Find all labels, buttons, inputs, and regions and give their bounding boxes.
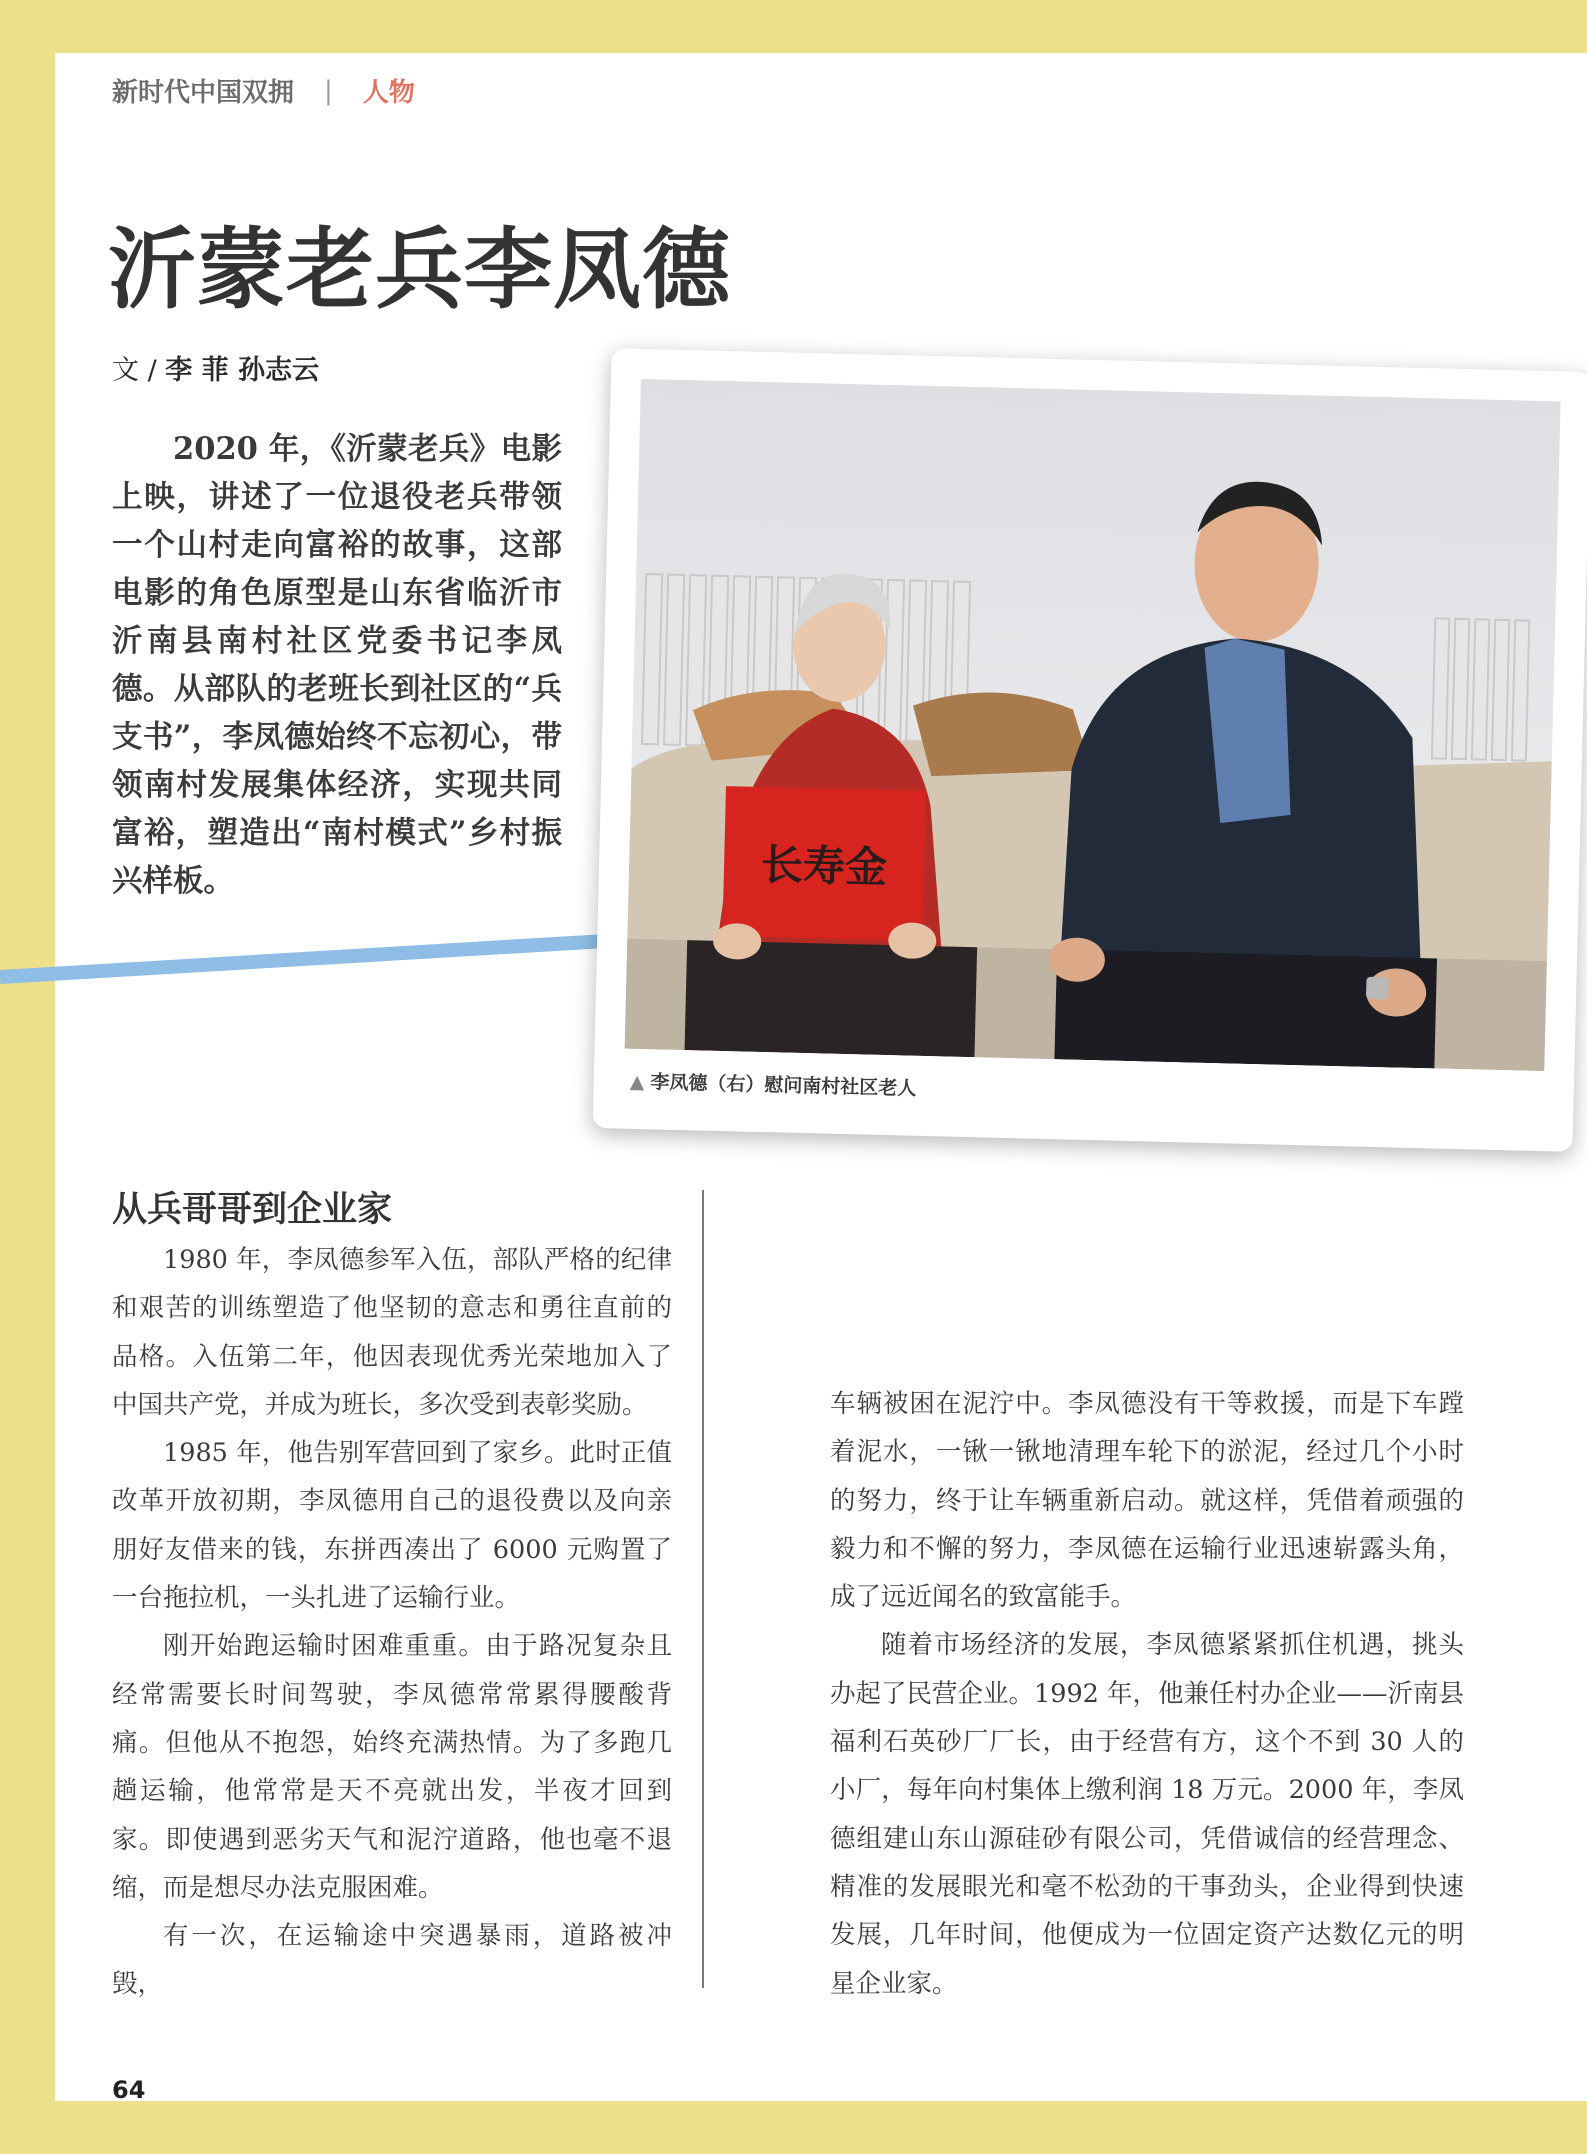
section-heading: 从兵哥哥到企业家: [112, 1190, 393, 1230]
photo-illustration: [625, 379, 1561, 1071]
byline: [112, 348, 319, 387]
byline-authors: 李 菲 孙志云: [165, 355, 320, 386]
column-divider: [702, 1190, 704, 1988]
body-column-left: [112, 1236, 672, 2009]
section-label: 人物: [362, 78, 415, 108]
running-header: [112, 72, 415, 109]
paragraph: 1985 年，他告别军营回到了家乡。此时正值改革开放初期，李凤德用自己的退役费以及向亲朋好友借来的钱，东拼西凑出了 6000 元购置了一台拖拉机，一头扎进了运输行业。: [112, 1438, 672, 1614]
caption-marker: ▲: [629, 1070, 645, 1094]
paragraph: 随着市场经济的发展，李凤德紧紧抓住机遇，挑头办起了民营企业。1992 年，他兼任村办企业——沂南县福利石英砂厂厂长，由于经营有方，这个不到 30 人的小厂，每年向村集体上缴利润 18 万元。2000 年，李凤德组建山东山源硅砂有限公司，凭借诚信的经营理念、精准的发展眼光和毫不松劲的干事劲头，企业得到快速发展，几年时间，他便成为一位固定资产达数亿元的明星企业家。: [830, 1630, 1465, 1999]
body-column-right: [830, 1380, 1464, 2008]
caption-text: 李凤德（右）慰问南村社区老人: [650, 1071, 917, 1100]
lead-paragraph: 2020 年，《沂蒙老兵》电影上映，讲述了一位退役老兵带领一个山村走向富裕的故事，这部电影的角色原型是山东省临沂市沂南县南村社区党委书记李凤德。从部队的老班长到社区的“兵支书”，李凤德始终不忘初心，带领南村发展集体经济，实现共同富裕，塑造出“南村模式”乡村振兴样板。: [112, 431, 562, 899]
paragraph: 车辆被困在泥泞中。李凤德没有干等救援，而是下车蹚着泥水，一锹一锹地清理车轮下的淤泥，经过几个小时的努力，终于让车辆重新启动。就这样，凭借着顽强的毅力和不懈的努力，李凤德在运输行业迅速崭露头角，成了远近闻名的致富能手。: [830, 1389, 1464, 1613]
photo-sign-text: 长寿金: [760, 839, 888, 893]
page-number: 64: [112, 2076, 146, 2104]
paragraph: 刚开始跑运输时困难重重。由于路况复杂且经常需要长时间驾驶，李凤德常常累得腰酸背痛。但他从不抱怨，始终充满热情。为了多跑几趟运输，他常常是天不亮就出发，半夜才回到家。即使遇到恶劣天气和泥泞道路，他也毫不退缩，而是想尽办法克服困难。: [112, 1631, 672, 1903]
photo-card: [593, 348, 1587, 1152]
magazine-name: 新时代中国双拥: [112, 78, 295, 108]
article-title: 沂蒙老兵李凤德: [108, 218, 732, 321]
header-separator: |: [324, 75, 333, 106]
photo-caption: [629, 1067, 916, 1101]
article-photo: [625, 379, 1561, 1071]
paragraph: 有一次，在运输途中突遇暴雨，道路被冲毁，: [112, 1921, 672, 2000]
byline-prefix: 文 /: [112, 355, 166, 386]
paragraph: 1980 年，李凤德参军入伍，部队严格的纪律和艰苦的训练塑造了他坚韧的意志和勇往直前的品格。入伍第二年，他因表现优秀光荣地加入了中国共产党，并成为班长，多次受到表彰奖励。: [112, 1245, 672, 1420]
